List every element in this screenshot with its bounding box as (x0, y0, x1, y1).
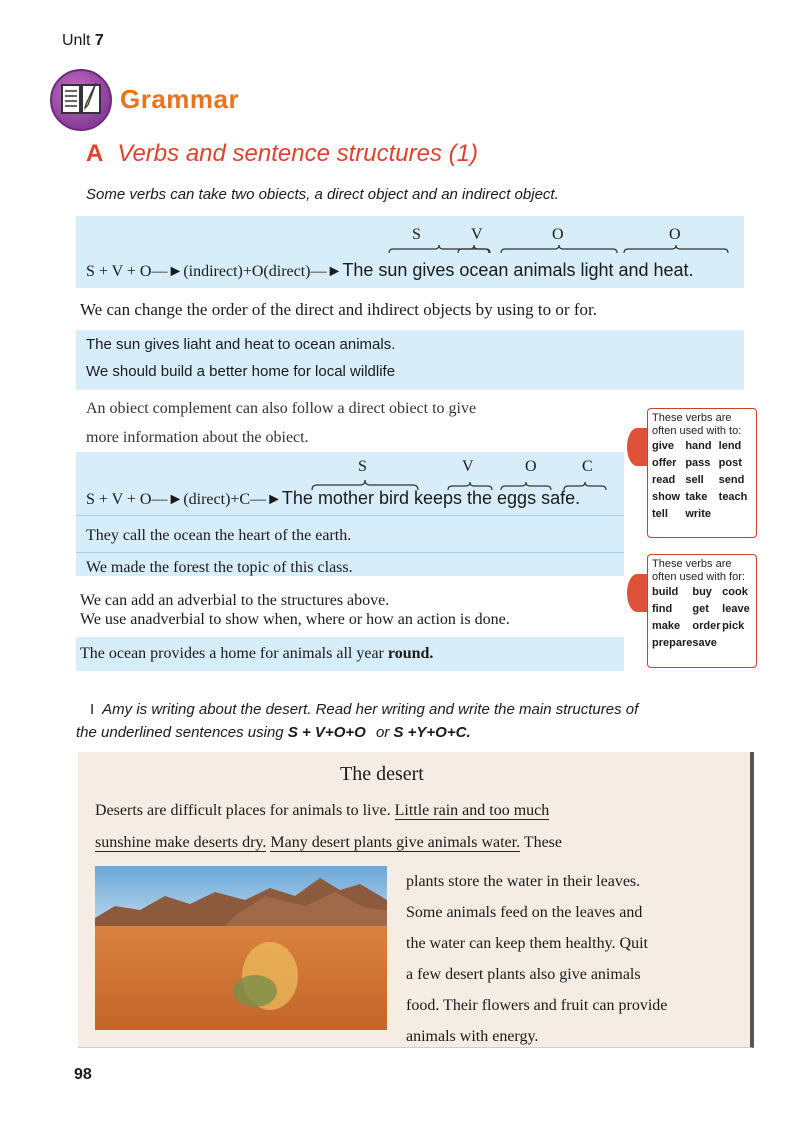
example-1: The sun gives ocean animals light and heat. (342, 260, 694, 280)
verb-make: make (652, 620, 681, 632)
verb-tell: tell (652, 508, 668, 520)
label-s-2: S (358, 458, 367, 475)
desert-line-2-plain: These (520, 834, 563, 851)
exercise-instructions (76, 698, 736, 744)
desert-line-1-plain: Deserts are difficult places for animals to live. (95, 802, 395, 819)
verb-get: get (692, 603, 709, 615)
verb-leave: leave (722, 603, 750, 615)
verb-take: take (685, 491, 708, 503)
exercise-text-1: Amy is writing about the desert. Read her writing and write the main structures of (102, 701, 639, 718)
exercise-number: I (90, 701, 95, 718)
verb-build: build (652, 586, 679, 598)
verb-cook: cook (722, 586, 748, 598)
section-heading: Grammar (120, 84, 240, 114)
verb-buy: buy (692, 586, 712, 598)
exercise-text-2: the underlined sentences using (76, 724, 284, 741)
desert-photo (95, 866, 387, 1030)
unit-number: 7 (94, 32, 104, 49)
box-for-heading: These verbs are often used with for: (652, 558, 745, 583)
label-s-1: S (412, 226, 421, 243)
brace-marks-2 (76, 452, 624, 492)
example-line-2b: We made the forest the topic of this class. (86, 559, 353, 576)
label-o-1: O (552, 226, 564, 243)
desert-line-2-underlined-1: sunshine make deserts dry. (95, 834, 267, 851)
formula-2: S + V + O—►(direct)+C—► (86, 491, 282, 508)
unit-label (62, 32, 104, 50)
desert-right-line-5: food. Their flowers and fruit can provide (406, 997, 668, 1014)
box-tab-for (627, 574, 647, 612)
verb-save: save (692, 637, 717, 649)
desert-right-column (406, 866, 667, 1052)
example-line-1a: The sun gives liaht and heat to ocean animals. (86, 336, 396, 353)
verb-sell: sell (685, 474, 704, 486)
example-3-text: The ocean provides a home for animals all year (80, 645, 388, 662)
verb-read: read (652, 474, 676, 486)
paragraph-1: We can change the order of the direct and ihdirect objects by using to or for. (80, 300, 597, 319)
desert-right-line-1: plants store the water in their leaves. (406, 873, 641, 890)
box-to-verbs (648, 438, 756, 524)
paragraph-2b: more information about the obiect. (86, 429, 309, 446)
verb-pass: pass (685, 457, 711, 469)
box-for-verbs (648, 584, 756, 653)
label-o-2: O (525, 458, 537, 475)
exercise-connector: or (375, 724, 390, 741)
intro-text: Some verbs can take two obiects, a direct object and an indirect object. (86, 186, 559, 203)
verb-post: post (718, 457, 742, 469)
verb-pick: pick (722, 620, 745, 632)
verbs-with-to-box (647, 408, 757, 538)
example-line-2a: They call the ocean the heart of the earth. (86, 527, 352, 544)
section-title (86, 140, 478, 168)
desert-line-2 (95, 834, 562, 852)
page-number: 98 (74, 1066, 92, 1083)
desert-line-1-underlined: Little rain and too much (394, 802, 550, 819)
paragraph-2a: An obiect complement can also follow a direct obiect to give (86, 400, 477, 417)
desert-right-line-2: Some animals feed on the leaves and (406, 904, 643, 921)
verb-give: give (652, 440, 675, 452)
section-title-text: Verbs and sentence structures (1) (117, 140, 478, 167)
example-line-1b: We should build a better home for local wildlife (86, 363, 396, 380)
label-v-2: V (462, 458, 474, 475)
desert-title: The desert (340, 763, 424, 785)
verb-prepare: prepare (652, 637, 693, 649)
divider-2 (76, 515, 624, 516)
desert-right-line-6: animals with energy. (406, 1028, 539, 1045)
book-icon (50, 69, 112, 131)
verb-find: find (652, 603, 673, 615)
verb-write: write (685, 508, 712, 520)
verbs-with-for-box (647, 554, 757, 668)
paragraph-3b: We use anadverbial to show when, where or how an action is done. (80, 611, 510, 628)
exercise-formula-1: S + V+O+O (287, 724, 366, 741)
exercise-formula-2: S +Y+O+C. (393, 724, 471, 741)
desert-right-line-4: a few desert plants also give animals (406, 966, 641, 983)
section-letter: A (86, 140, 104, 167)
label-v-1: V (471, 226, 483, 243)
verb-order: order (692, 620, 721, 632)
divider-3 (76, 552, 624, 553)
example-line-3 (80, 645, 433, 663)
formula-1: S + V + O—►(indirect)+O(direct)—► (86, 263, 343, 280)
verb-send: send (718, 474, 745, 486)
desert-right-line-3: the water can keep them healthy. Quit (406, 935, 648, 952)
verb-offer: offer (652, 457, 677, 469)
label-c-2: C (582, 458, 593, 475)
unit-text: Unlt (62, 32, 91, 49)
example-2: The mother bird keeps the eggs safe. (281, 488, 581, 508)
structure-row-2 (86, 488, 580, 509)
verb-hand: hand (685, 440, 712, 452)
desert-line-2-underlined-2: Many desert plants give animals water. (270, 834, 521, 851)
box-to-heading: These verbs are often used with to: (652, 412, 742, 437)
structure-row-1 (86, 260, 694, 281)
paragraph-3a: We can add an adverbial to the structures above. (80, 592, 390, 609)
example-3-bold: round. (387, 645, 434, 662)
verb-teach: teach (718, 491, 748, 503)
verb-lend: lend (718, 440, 742, 452)
label-o2-1: O (669, 226, 681, 243)
box-tab-to (627, 428, 647, 466)
desert-line-1 (95, 802, 549, 820)
verb-show: show (652, 491, 681, 503)
